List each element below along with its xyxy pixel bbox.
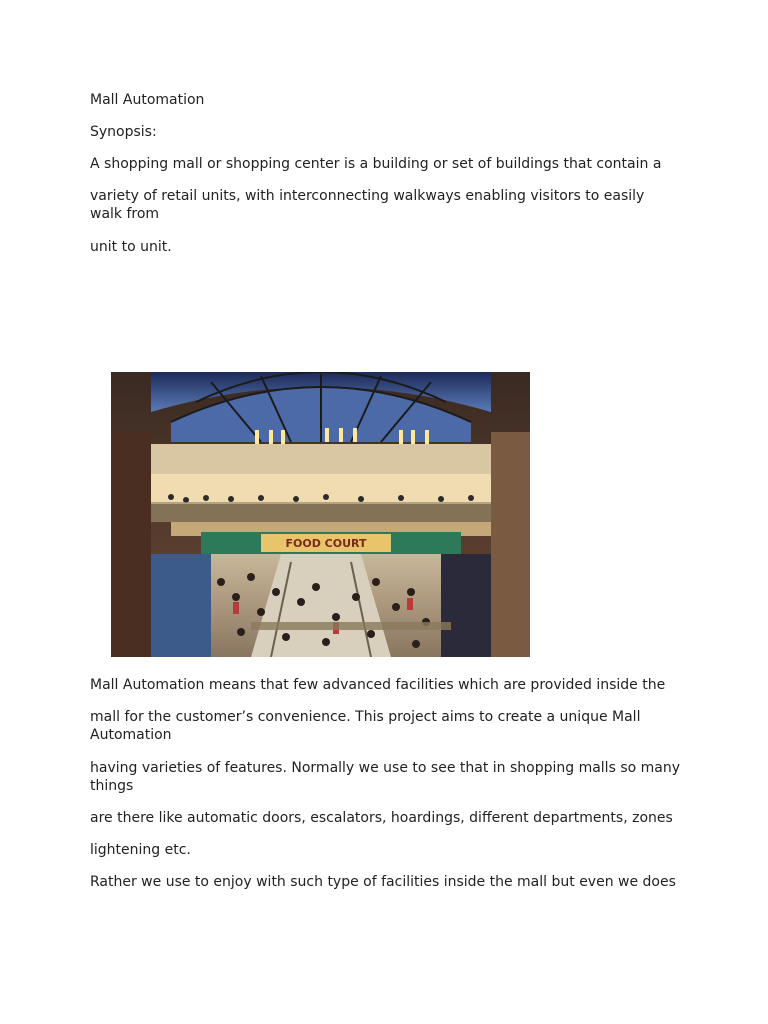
body-line-6: Rather we use to enjoy with such type of facilities inside the mall but even we does bbox=[90, 874, 676, 890]
mall-interior-photo bbox=[111, 372, 530, 657]
intro-line-2: variety of retail units, with interconnecting walkways enabling visitors to easily walk from bbox=[90, 188, 645, 222]
body-line-4: are there like automatic doors, escalators, hoardings, different departments, zones bbox=[90, 810, 673, 826]
intro-line-3: unit to unit. bbox=[90, 239, 172, 255]
body-line-1: Mall Automation means that few advanced facilities which are provided inside the bbox=[90, 677, 666, 693]
document-title: Mall Automation bbox=[90, 92, 205, 108]
body-line-2: mall for the customer’s convenience. This project aims to create a unique Mall Automation bbox=[90, 709, 641, 743]
body-line-3: having varieties of features. Normally we use to see that in shopping malls so many things bbox=[90, 760, 681, 794]
svg-text:FOOD COURT: FOOD COURT bbox=[285, 537, 367, 550]
intro-line-1: A shopping mall or shopping center is a building or set of buildings that contain a bbox=[90, 156, 662, 172]
body-line-5: lightening etc. bbox=[90, 842, 191, 858]
synopsis-heading: Synopsis: bbox=[90, 124, 157, 140]
